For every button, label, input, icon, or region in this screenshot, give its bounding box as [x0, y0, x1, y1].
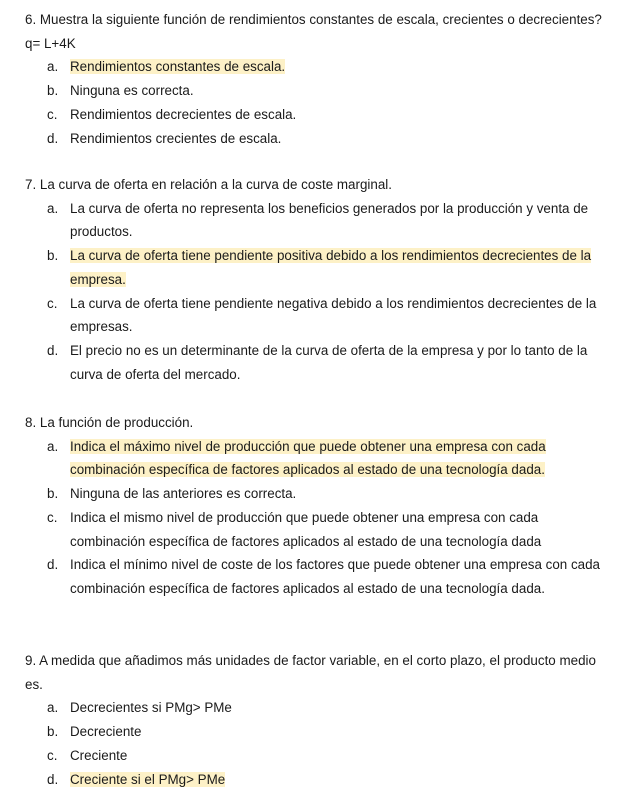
question-6 [25, 8, 605, 150]
question-9-option-d [25, 768, 605, 792]
question-9 [25, 649, 605, 791]
option-text: La curva de oferta tiene pendiente negativa debido a los rendimientos decrecientes de la empresas. [70, 295, 597, 335]
question-7-option-a [25, 197, 605, 244]
option-text-highlighted: Creciente si el PMg> PMe [70, 771, 226, 787]
question-8 [25, 411, 605, 601]
option-text: Rendimientos decrecientes de escala. [70, 106, 297, 122]
option-letter: b. [47, 724, 59, 740]
option-letter: c. [47, 295, 58, 311]
option-letter: b. [47, 248, 59, 264]
question-6-option-a [25, 55, 605, 79]
option-text: El precio no es un determinante de la curva de oferta de la empresa y por lo tanto de la curva de oferta del mercado. [70, 342, 588, 382]
option-text-highlighted: Indica el máximo nivel de producción que puede obtener una empresa con cada combinación específica de factores aplicados al estado de una tecnología dada. [70, 438, 546, 478]
option-text-highlighted: La curva de oferta tiene pendiente positiva debido a los rendimientos decrecientes de la empresa. [70, 248, 592, 287]
question-6-option-b [25, 79, 605, 103]
option-letter: c. [47, 509, 58, 525]
option-letter: a. [47, 59, 59, 75]
option-letter: d. [47, 771, 59, 787]
option-text: Indica el mismo nivel de producción que puede obtener una empresa con cada combinación específica de factores aplicados al estado de una tecnología dada [70, 509, 542, 549]
option-letter: a. [47, 200, 59, 216]
option-text: Ninguna de las anteriores es correcta. [70, 486, 297, 502]
option-text: Indica el mínimo nivel de coste de los factores que puede obtener una empresa con cada combinación específica de factores aplicados al estado de una tecnología dada. [70, 557, 601, 596]
option-letter: d. [47, 130, 59, 146]
question-8-options [25, 435, 605, 601]
question-8-option-b [25, 482, 605, 506]
question-7 [25, 173, 605, 386]
question-8-option-d [25, 553, 605, 600]
question-7-option-d [25, 339, 605, 386]
option-letter: d. [47, 342, 59, 358]
question-6-option-d [25, 127, 605, 151]
option-letter: b. [47, 486, 59, 502]
option-letter: b. [47, 83, 59, 99]
option-text: Decreciente [70, 724, 142, 740]
question-7-option-b [25, 244, 605, 291]
option-text: Decrecientes si PMg> PMe [70, 700, 232, 716]
option-text: La curva de oferta no representa los beneficios generados por la producción y venta de productos. [70, 200, 589, 240]
question-8-option-c [25, 506, 605, 553]
question-9-option-a [25, 696, 605, 720]
question-6-stem: 6. Muestra la siguiente función de rendimientos constantes de escala, crecientes o decrecientes? q= L+4K [25, 12, 602, 51]
question-7-options [25, 197, 605, 387]
option-letter: c. [47, 747, 58, 763]
option-text: Creciente [70, 747, 128, 763]
option-letter: d. [47, 557, 59, 573]
question-9-option-b [25, 720, 605, 744]
option-text: Rendimientos crecientes de escala. [70, 130, 282, 146]
question-9-options [25, 696, 605, 791]
question-9-stem: 9. A medida que añadimos más unidades de factor variable, en el corto plazo, el producto medio es. [25, 653, 596, 692]
question-6-option-c [25, 103, 605, 127]
question-9-option-c [25, 744, 605, 768]
option-text-highlighted: Rendimientos constantes de escala. [70, 59, 286, 75]
question-6-options [25, 55, 605, 150]
question-7-option-c [25, 292, 605, 339]
option-letter: a. [47, 438, 59, 454]
option-letter: a. [47, 700, 59, 716]
question-8-option-a [25, 435, 605, 482]
option-text: Ninguna es correcta. [70, 83, 194, 99]
option-letter: c. [47, 106, 58, 122]
question-8-stem: 8. La función de producción. [25, 415, 194, 430]
question-7-stem: 7. La curva de oferta en relación a la curva de coste marginal. [25, 177, 392, 192]
